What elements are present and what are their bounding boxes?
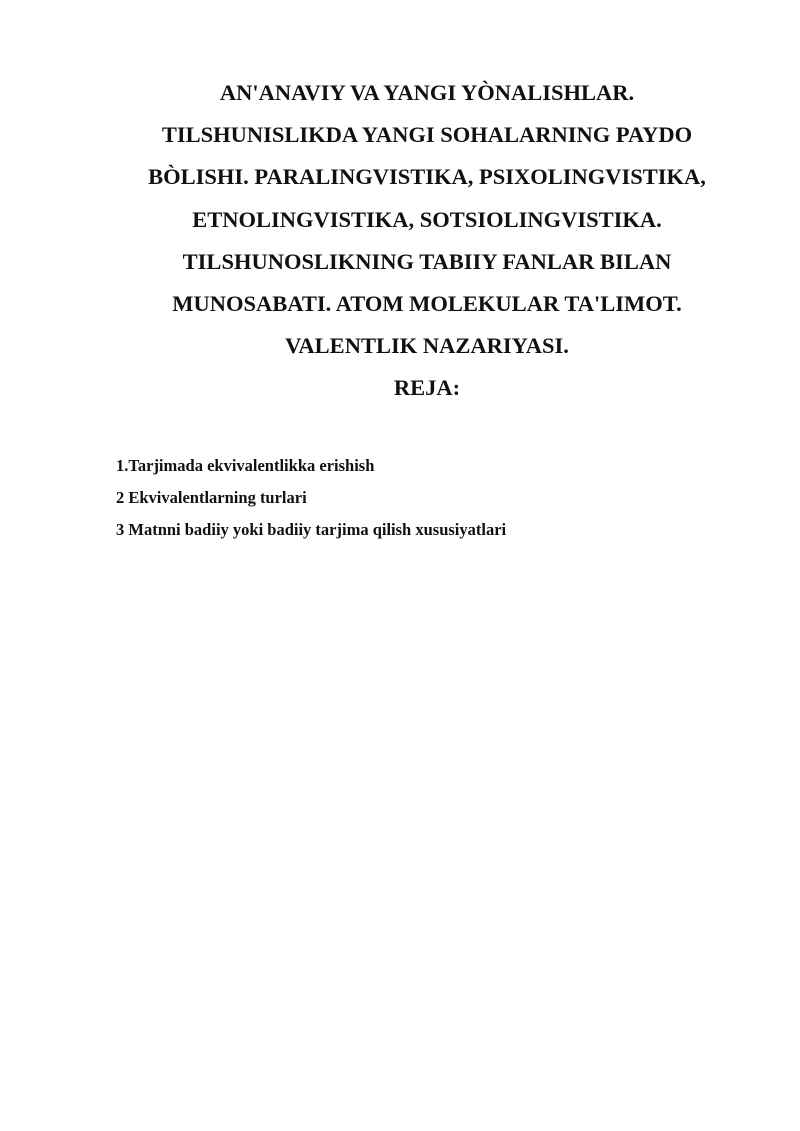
document-title: [110, 72, 744, 410]
title-line: VALENTLIK NAZARIYASI.: [285, 333, 569, 359]
title-line: AN'ANAVIY VA YANGI YÒNALISHLAR.: [219, 80, 635, 105]
plan-item: 3 Matnni badiiy yoki badiiy tarjima qilish xususiyatlari: [116, 520, 507, 539]
title-line: TILSHUNOSLIKNING TABIIY FANLAR BILAN: [182, 248, 672, 274]
title-line: BÒLISHI. PARALINGVISTIKA, PSIXOLINGVISTIKA,: [148, 164, 706, 190]
title-line: ETNOLINGVISTIKA, SOTSIOLINGVISTIKA.: [192, 206, 662, 232]
plan-item: 2 Ekvivalentlarning turlari: [116, 488, 307, 507]
plan-list: [116, 450, 506, 546]
title-line: MUNOSABATI. ATOM MOLEKULAR TA'LIMOT.: [172, 291, 682, 317]
plan-heading: REJA:: [393, 375, 461, 401]
plan-item: 1.Tarjimada ekvivalentlikka erishish: [116, 456, 375, 475]
title-line: TILSHUNISLIKDA YANGI SOHALARNING PAYDO: [161, 122, 693, 148]
